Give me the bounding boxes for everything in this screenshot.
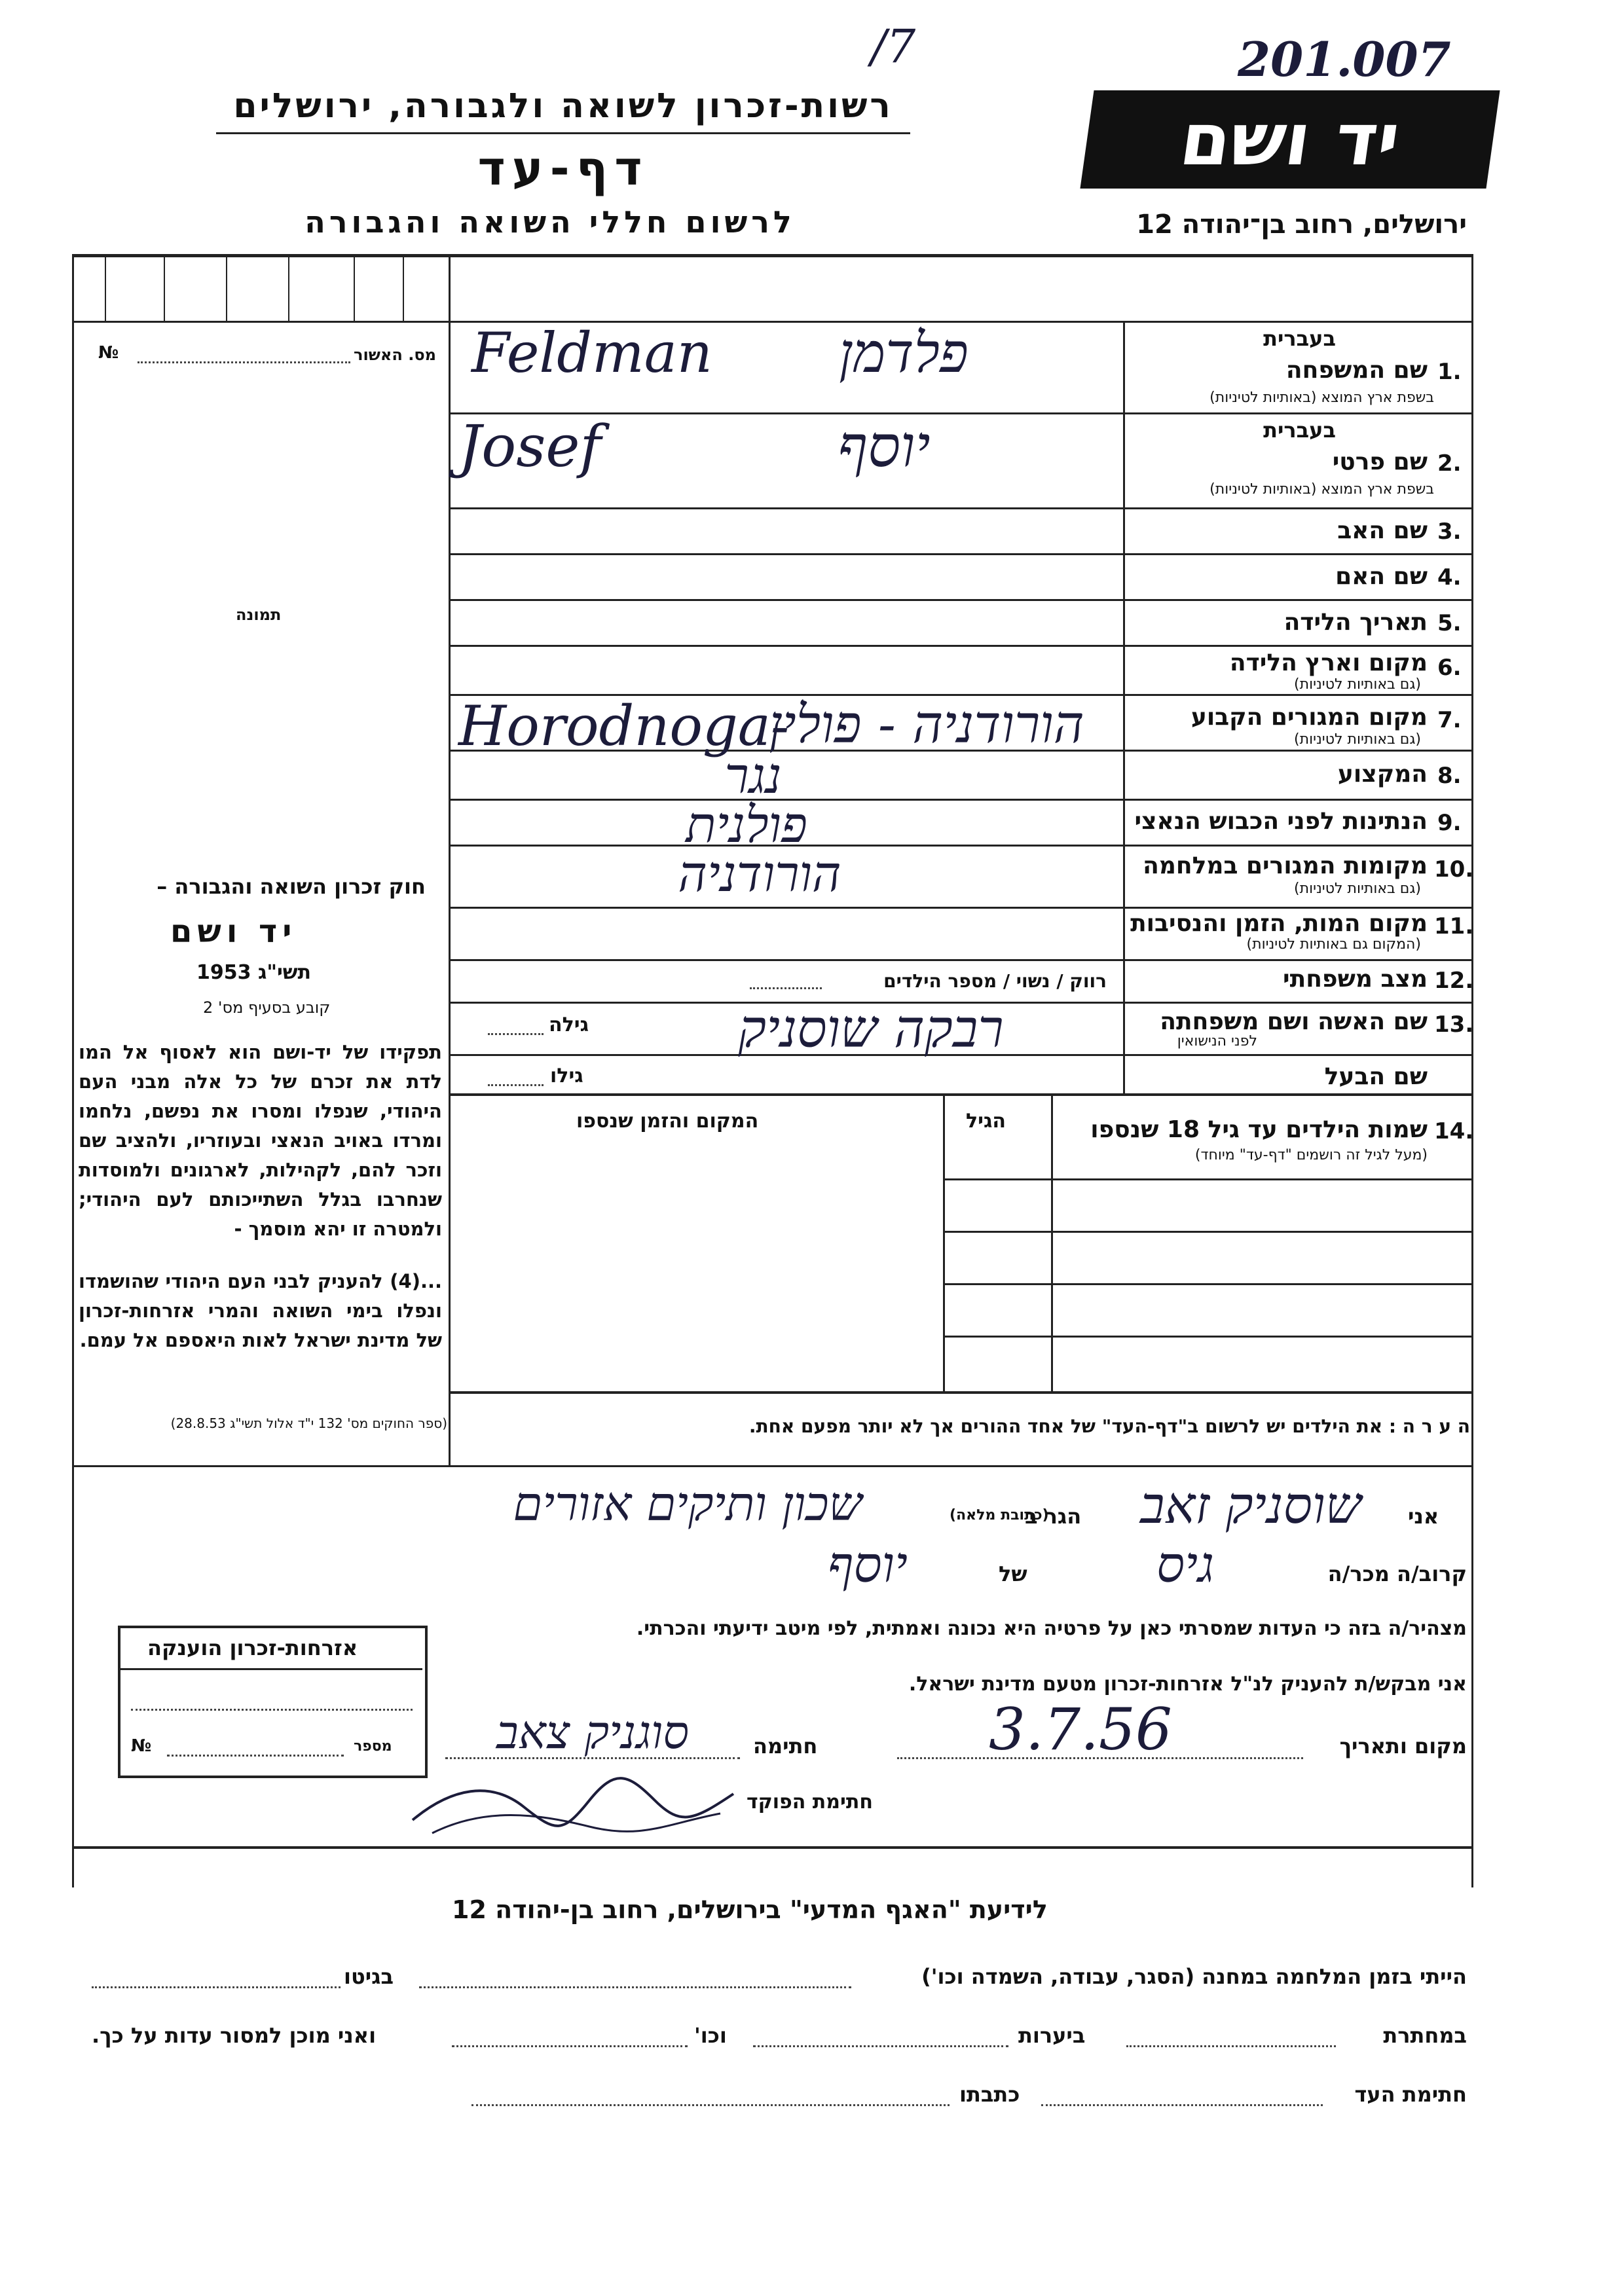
decl-of-label: של — [999, 1561, 1027, 1586]
band-tick — [105, 257, 106, 321]
field-7-sub: (גם באותיות לטיניות) — [1294, 731, 1421, 748]
law-year: תשי"ג 1953 — [196, 961, 312, 984]
footer-line1-b: בגיטו — [344, 1964, 394, 1989]
field-12-extra: רווק / נשוי / מספר הילדים — [883, 970, 1107, 992]
field-6-label: מקום וארץ הלידה — [1229, 649, 1428, 676]
field-11-num: 11. — [1434, 913, 1474, 939]
law-title: חוק זכרון השואה והגבורה – — [157, 874, 426, 899]
field-2-sub: בשפת ארץ המוצא (באותיות לטיניות) — [1209, 481, 1434, 498]
decl-i-label: אני — [1408, 1504, 1439, 1529]
field-10-value[interactable]: הורודניה — [678, 845, 841, 903]
decl-resides-label: הגר ב — [1025, 1504, 1082, 1529]
field-5-num: 5. — [1437, 610, 1462, 636]
citizenship-number-label: מספר — [354, 1738, 392, 1755]
field-2-num: 2. — [1437, 450, 1462, 477]
field-13-age-label: גילה — [549, 1013, 589, 1036]
footer-etc-field[interactable] — [452, 2045, 688, 2047]
field-1-lang: בעברית — [1263, 326, 1336, 351]
field-2-lang: בעברית — [1263, 418, 1336, 443]
yad-vashem-logo: יד ושם — [1080, 90, 1500, 189]
band-tick — [226, 257, 227, 321]
decl-of-value[interactable]: יוסף — [828, 1535, 908, 1594]
children-label: שמות הילדים עד גיל 18 שנספו — [1090, 1116, 1428, 1143]
row-line — [449, 1093, 1473, 1096]
decl-relation-label: קרוב/ה מכר/ה — [1327, 1561, 1467, 1586]
field-1-value-hebrew[interactable]: פלדמן — [839, 321, 969, 385]
field-5-label: תאריך הלידה — [1283, 609, 1428, 636]
field-9-label: הנתינות לפני הכבוש הנאצי — [1134, 808, 1428, 835]
authority-underline — [216, 132, 910, 134]
children-row — [449, 1391, 1473, 1394]
children-sub: (מעל לגיל זה רושמים "דף-עד" מיוחד) — [1194, 1147, 1428, 1163]
field-6-sub: (גם באותיות לטיניות) — [1294, 676, 1421, 693]
photo-label: תמונה — [236, 606, 282, 624]
field-13-value[interactable]: רבקה שוסניק — [738, 998, 1004, 1059]
field-9-value[interactable]: פולנית — [686, 795, 807, 854]
decl-officer-label: חתימת הפוקד — [747, 1791, 873, 1813]
children-col-age: הגיל — [966, 1110, 1006, 1133]
field-10-sub: (גם באותיות לטיניות) — [1294, 881, 1421, 897]
label-col-divider — [1123, 321, 1125, 1093]
field-2-label: שם פרטי — [1332, 448, 1428, 475]
frame-left — [72, 254, 74, 1887]
row-line — [449, 845, 1473, 847]
field-1-value-latin[interactable]: Feldman — [471, 321, 712, 385]
authority-title: רשות-זכרון לשואה ולגבורה, ירושלים — [233, 86, 893, 126]
page-mark: /7 — [871, 20, 916, 73]
footer-line2-d: ואני מוכן למסור עדות על כך. — [92, 2023, 377, 2048]
approval-number-label: מס. האשור — [354, 346, 436, 364]
archive-number: 201.007 — [1238, 31, 1451, 87]
field-10-label: מקומות המגורים במלחמה — [1143, 852, 1428, 879]
band-tick — [288, 257, 289, 321]
decl-address-label: (כתובת מלאה) — [950, 1507, 1049, 1523]
footer-underground-field[interactable] — [1126, 2045, 1336, 2047]
law-clause: קובע בסעיף מס' 2 — [203, 998, 331, 1017]
decl-relation[interactable]: גיס — [1156, 1535, 1215, 1594]
husband-age-label: גילו — [550, 1065, 583, 1087]
field-4-label: שם האם — [1335, 563, 1428, 590]
decl-place-date-label: מקום ותאריך — [1339, 1734, 1467, 1758]
citizenship-title: אזרחות-זכרון הוענקה — [147, 1635, 358, 1660]
footer-line2-b: ביערות — [1018, 2023, 1086, 2048]
row-line — [449, 959, 1473, 961]
row-line — [449, 645, 1473, 647]
band-tick — [354, 257, 355, 321]
law-text-2: ...(4) להעניק לבני העם היהודי שהושמדו ונפלו בימי השואה והמרי אזרחות-זכרון של מדינת ישראל לאות היאספם אל עמם. — [79, 1270, 442, 1351]
wife-age-field[interactable] — [488, 1033, 544, 1035]
band-tick — [403, 257, 404, 321]
field-11-label: מקום המות, הזמן והנסיבות — [1130, 910, 1428, 937]
footer-line1-field[interactable] — [419, 1986, 851, 1988]
row-line — [449, 599, 1473, 601]
footer-line2-c: וכו' — [694, 2023, 727, 2048]
field-12-num: 12. — [1434, 968, 1474, 994]
field-12-label: מצב משפחתי — [1283, 966, 1428, 993]
field-2-value-hebrew[interactable]: יוסף — [838, 412, 931, 480]
field-9-num: 9. — [1437, 810, 1462, 836]
decl-address[interactable]: שכון ותיקים אזורים — [513, 1476, 862, 1531]
husband-age-field[interactable] — [488, 1084, 544, 1086]
field-7-label: מקום המגורים הקבוע — [1190, 704, 1428, 731]
field-1-sub: בשפת ארץ המוצא (באותיות לטיניות) — [1209, 390, 1434, 406]
field-7-value-latin[interactable]: Horodnoga- — [458, 694, 790, 758]
field-10-num: 10. — [1434, 856, 1474, 883]
footer-top — [72, 1846, 1473, 1849]
frame-right — [1471, 254, 1473, 1887]
footer-line1-a: הייתי בזמן המלחמה במחנה (הסגר, עבודה, השמדה וכו') — [921, 1964, 1467, 1989]
law-source: (ספר החוקים מס' 132 י"ד אלול תשי"ג 28.8.53) — [170, 1415, 447, 1431]
children-row — [943, 1231, 1471, 1233]
officer-signature — [393, 1761, 747, 1846]
field-3-label: שם האב — [1337, 517, 1428, 544]
field-13-sub: לפני הנישואין — [1177, 1033, 1257, 1049]
row-line — [449, 553, 1473, 555]
row-line — [449, 799, 1473, 801]
note-bottom — [72, 1465, 1473, 1467]
citizenship-line — [131, 1709, 413, 1711]
frame-top — [72, 254, 1473, 257]
citizenship-number-symbol: № — [131, 1736, 152, 1756]
children-col-div-1 — [1051, 1096, 1053, 1394]
field-11-sub: (המקום גם באותיות לטיניות) — [1246, 936, 1421, 953]
approval-number-field[interactable] — [138, 361, 350, 363]
field-1-num: 1. — [1437, 359, 1462, 385]
footer-line3-a: חתימת העד — [1354, 2082, 1467, 2107]
approval-number-symbol: № — [98, 343, 119, 363]
decl-statement: מצהיר/ה בזה כי העדות שמסרתי כאן על פרטיה היא נכונה ואמתית, לפי מיטב ידיעתי והכרתי. — [636, 1617, 1467, 1640]
left-col-divider — [449, 254, 451, 1465]
children-col-place: המקום והזמן שנספו — [576, 1110, 759, 1133]
field-2-value-latin[interactable]: Josef — [458, 412, 602, 480]
field-8-label: המקצוע — [1337, 761, 1428, 788]
children-row — [943, 1283, 1471, 1285]
decl-name[interactable]: שוסניק זאב — [1139, 1476, 1362, 1535]
law-text-1: תפקידו של יד-ושם הוא לאסוף אל המו לדת את זכרם של כל אלה מבני העם היהודי, שנפלו ומסרו את נפשם, נלחמו ומרדו באויב הנאצי ובעוזריו, ולהציב שם וזכר להם, לקהילות, לארגונים ולמוסדות שנחרבו בגלל השתייכותם לעם היהודי; ולמטרה זו יהא מוסמך - — [79, 1041, 442, 1240]
field-13-num: 13. — [1434, 1011, 1474, 1038]
field-3-num: 3. — [1437, 519, 1462, 545]
footer-title: לידיעת "האגף המדעי" בירושלים, רחוב בן-יהודה 12 — [452, 1895, 1048, 1924]
form-title: דף-עד — [477, 141, 649, 196]
form-subtitle: לרשום חללי השואה והגבורה — [304, 204, 796, 240]
citizenship-title-rule — [120, 1668, 422, 1670]
children-num: 14. — [1434, 1118, 1474, 1144]
address: ירושלים, רחוב בן־יהודה 12 — [1136, 210, 1467, 240]
row-line — [449, 507, 1473, 509]
footer-line3-b: כתבתו — [959, 2082, 1020, 2107]
field-4-num: 4. — [1437, 564, 1462, 591]
field-7-num: 7. — [1437, 707, 1462, 733]
row-line — [449, 907, 1473, 909]
decl-request: אני מבקש/ת להעניק לנ"ל אזרחות-זכרון מטעם מדינת ישראל. — [908, 1673, 1467, 1696]
note: ה ע ר ה : את הילדים יש לרשום ב"דף-העד" של אחד ההורים אך לא יותר מפעם אחת. — [748, 1415, 1470, 1437]
husband-label: שם הבעל — [1324, 1063, 1428, 1090]
field-8-value[interactable]: נגר — [724, 746, 782, 805]
band-tick — [164, 257, 165, 321]
footer-witness-signature-field[interactable] — [1041, 2104, 1323, 2106]
field-7-value-hebrew[interactable]: הורודניה - פולין — [769, 694, 1084, 755]
field-8-num: 8. — [1437, 763, 1462, 789]
decl-signature[interactable]: סוגניק צאב — [496, 1705, 690, 1759]
children-row — [943, 1336, 1471, 1338]
law-name: יד ושם — [170, 913, 297, 950]
footer-forests-field[interactable] — [753, 2045, 1008, 2047]
children-col-div-2 — [943, 1096, 945, 1394]
citizenship-number-field[interactable] — [167, 1755, 344, 1757]
decl-signature-label: חתימה — [753, 1734, 818, 1758]
children-row — [943, 1178, 1471, 1180]
children-count-field[interactable] — [750, 987, 822, 989]
field-1-label: שם המשפחה — [1285, 357, 1428, 384]
footer-ghetto-field[interactable] — [92, 1986, 341, 1988]
field-6-num: 6. — [1437, 655, 1462, 681]
decl-date[interactable]: 3.7.56 — [989, 1696, 1172, 1763]
footer-address-field[interactable] — [471, 2104, 950, 2106]
field-13-label: שם האשה ושם משפחתה — [1160, 1008, 1428, 1035]
footer-line2-a: במחתרת — [1383, 2023, 1467, 2048]
